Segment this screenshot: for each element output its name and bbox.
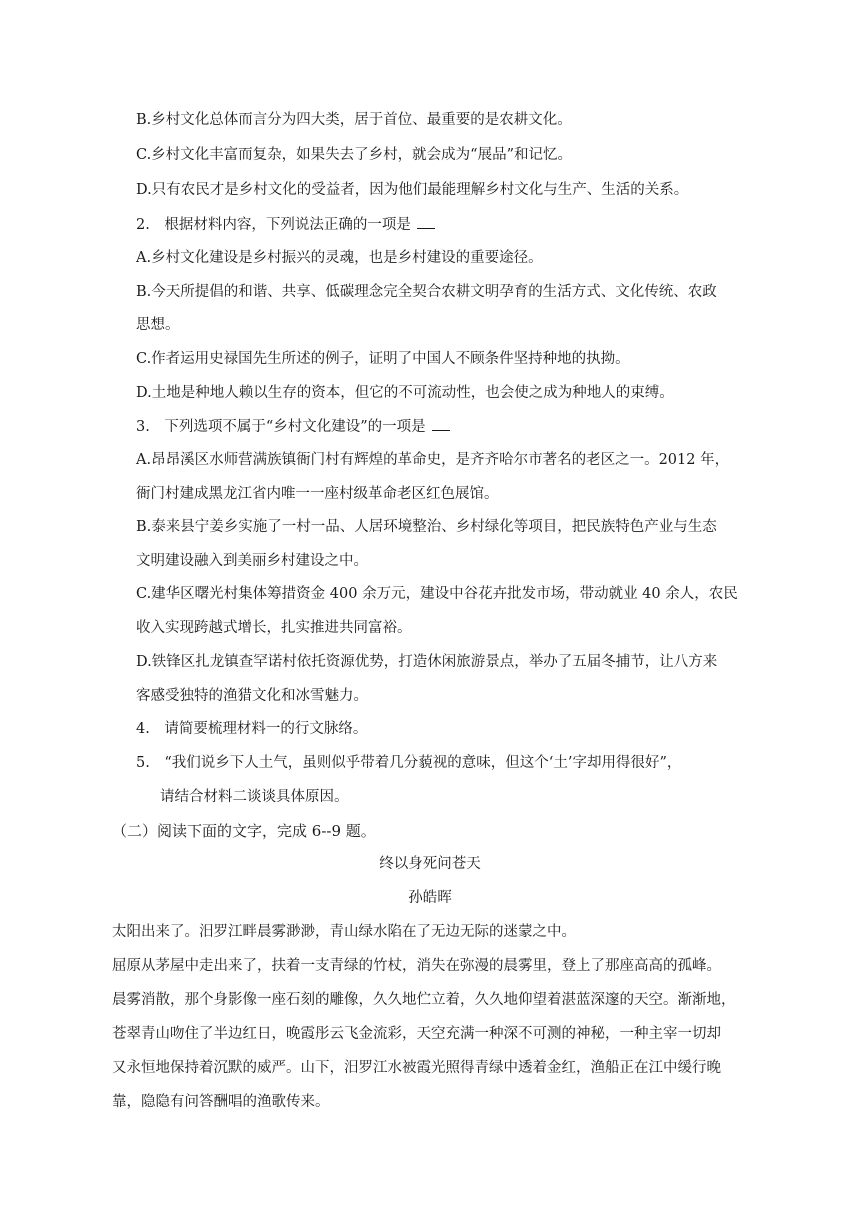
q3-option-b: B.泰来县宁姜乡实施了一村一品、人居环境整治、乡村绿化等项目，把民族特色产业与生态 — [136, 519, 717, 535]
article-paragraph: 屈原从茅屋中走出来了，扶着一支青绿的竹杖，消失在弥漫的晨雾里，登上了那座高高的孤峰。 — [112, 958, 721, 974]
section-heading: （二）阅读下面的文字，完成 6--9 题。 — [112, 822, 376, 840]
q2-option-d: D.土地是种地人赖以生存的资本，但它的不可流动性，也会使之成为种地人的束缚。 — [136, 385, 674, 401]
q3-option-a-cont: 衙门村建成黑龙江省内唯一一座村级革命老区红色展馆。 — [136, 486, 499, 502]
q2-stem-text: 2. 根据材料内容，下列说法正确的一项是 — [136, 217, 411, 233]
q1-option-c: C.乡村文化丰富而复杂，如果失去了乡村，就会成为“展品”和记忆。 — [136, 147, 573, 163]
q3-option-c-cont: 收入实现跨越式增长，扎实推进共同富裕。 — [136, 620, 412, 636]
q5-stem-cont: 请结合材料二谈谈具体原因。 — [160, 789, 349, 805]
article-author: 孙皓晖 — [408, 890, 452, 906]
article-paragraph-cont: 苍翠青山吻住了半边红日，晚霞彤云飞金流彩，天空充满一种深不可测的神秘，一种主宰一切却 — [112, 1026, 721, 1042]
q3-option-d: D.铁锋区扎龙镇查罕诺村依托资源优势，打造休闲旅游景点，举办了五届冬捕节，让八方来 — [136, 654, 718, 670]
q1-option-b: B.乡村文化总体而言分为四大类，居于首位、最重要的是农耕文化。 — [136, 112, 572, 128]
answer-blank — [417, 214, 435, 229]
article-paragraph-cont: 又永恒地保持着沉默的威严。山下，汨罗江水被霞光照得青绿中透着金红，渔船正在江中缓行晚 — [112, 1060, 721, 1076]
q3-option-b-cont: 文明建设融入到美丽乡村建设之中。 — [136, 553, 368, 569]
article-paragraph: 晨雾消散，那个身影像一座石刻的雕像，久久地伫立着，久久地仰望着湛蓝深邃的天空。渐渐地， — [112, 992, 736, 1008]
q3-stem-text: 3. 下列选项不属于“乡村文化建设”的一项是 — [136, 419, 426, 435]
q3-option-d-cont: 客感受独特的渔猎文化和冰雪魅力。 — [136, 688, 368, 704]
q3-option-c: C.建华区曙光村集体筹措资金 400 余万元，建设中谷花卉批发市场，带动就业 40 余人，农民 — [136, 586, 738, 602]
q1-option-d: D.只有农民才是乡村文化的受益者，因为他们最能理解乡村文化与生产、生活的关系。 — [136, 182, 689, 198]
q2-option-b: B.今天所提倡的和谐、共享、低碳理念完全契合农耕文明孕育的生活方式、文化传统、农政 — [136, 284, 717, 300]
q2-option-c: C.作者运用史禄国先生所述的例子，证明了中国人不顾条件坚持种地的执拗。 — [136, 351, 630, 367]
q2-option-a: A.乡村文化建设是乡村振兴的灵魂，也是乡村建设的重要途径。 — [136, 250, 543, 266]
q3-option-a: A.昂昂溪区水师营满族镇衙门村有辉煌的革命史，是齐齐哈尔市著名的老区之一。2012 年， — [136, 452, 730, 468]
q5-stem: 5. “我们说乡下人土气，虽则似乎带着几分藐视的意味，但这个‘土’字却用得很好”， — [136, 755, 682, 771]
q4-stem: 4. 请简要梳理材料一的行文脉络。 — [136, 721, 368, 737]
article-paragraph: 太阳出来了。汨罗江畔晨雾渺渺，青山绿水陷在了无边无际的迷蒙之中。 — [112, 924, 576, 940]
q2-stem — [136, 214, 435, 235]
answer-blank — [432, 416, 450, 431]
article-paragraph-cont: 靠，隐隐有问答酬唱的渔歌传来。 — [112, 1094, 330, 1110]
q2-option-b-cont: 思想。 — [136, 317, 180, 333]
q3-stem — [136, 416, 450, 437]
article-title: 终以身死问苍天 — [379, 856, 481, 872]
